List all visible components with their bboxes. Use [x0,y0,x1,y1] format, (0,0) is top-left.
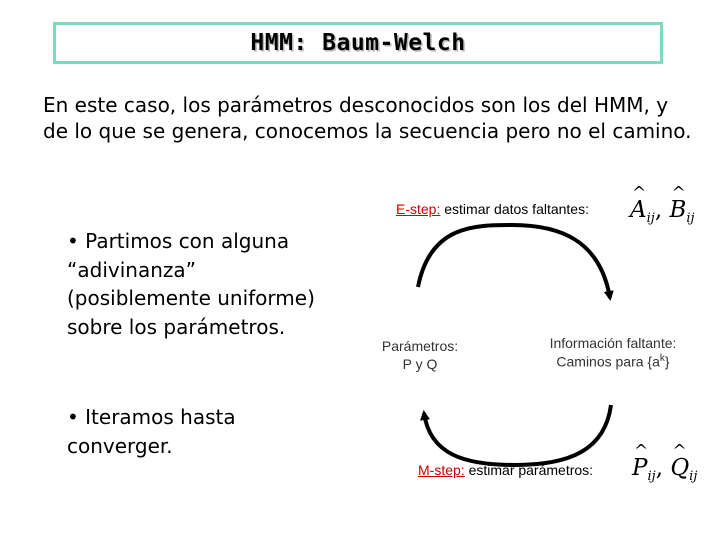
bullet-initial-guess: • Partimos con alguna “adivinanza” (posiblemente uniforme) sobre los parámetros. [67,229,315,339]
e-step-text: estimar datos faltantes: [444,201,589,217]
m-step-formula: ^ $P_{ij}$, ^ $Q_{ij}$ [632,455,697,484]
m-step-label [418,462,593,478]
node-parameters-label: Parámetros: [381,338,459,354]
m-step-arrow [424,405,611,465]
node-missing-info-label: Información faltante: [549,335,677,351]
node-parameters [362,337,478,373]
node-missing-info-paths: Caminos para $\{a^k\}$ [556,353,670,370]
m-step-tag: M-step: [418,462,465,478]
page-title: HMM: Baum-Welch [250,30,466,56]
node-parameters-values: P y Q [402,356,438,373]
e-step-arrow [418,225,610,298]
e-step-formula: ^ $A_{ij}$, ^ $B_{ij}$ [630,197,695,226]
intro-paragraph: En este caso, los parámetros desconocidos son los del HMM, y de lo que se genera, conocemos la secuencia pero no el camino. [43,93,692,144]
e-step-tag: E-step: [396,201,441,217]
bullet-iterate: • Iteramos hasta converger. [67,405,236,458]
node-missing-info [528,334,698,371]
m-step-text: estimar parámetros: [468,462,594,478]
e-step-label [396,201,589,217]
